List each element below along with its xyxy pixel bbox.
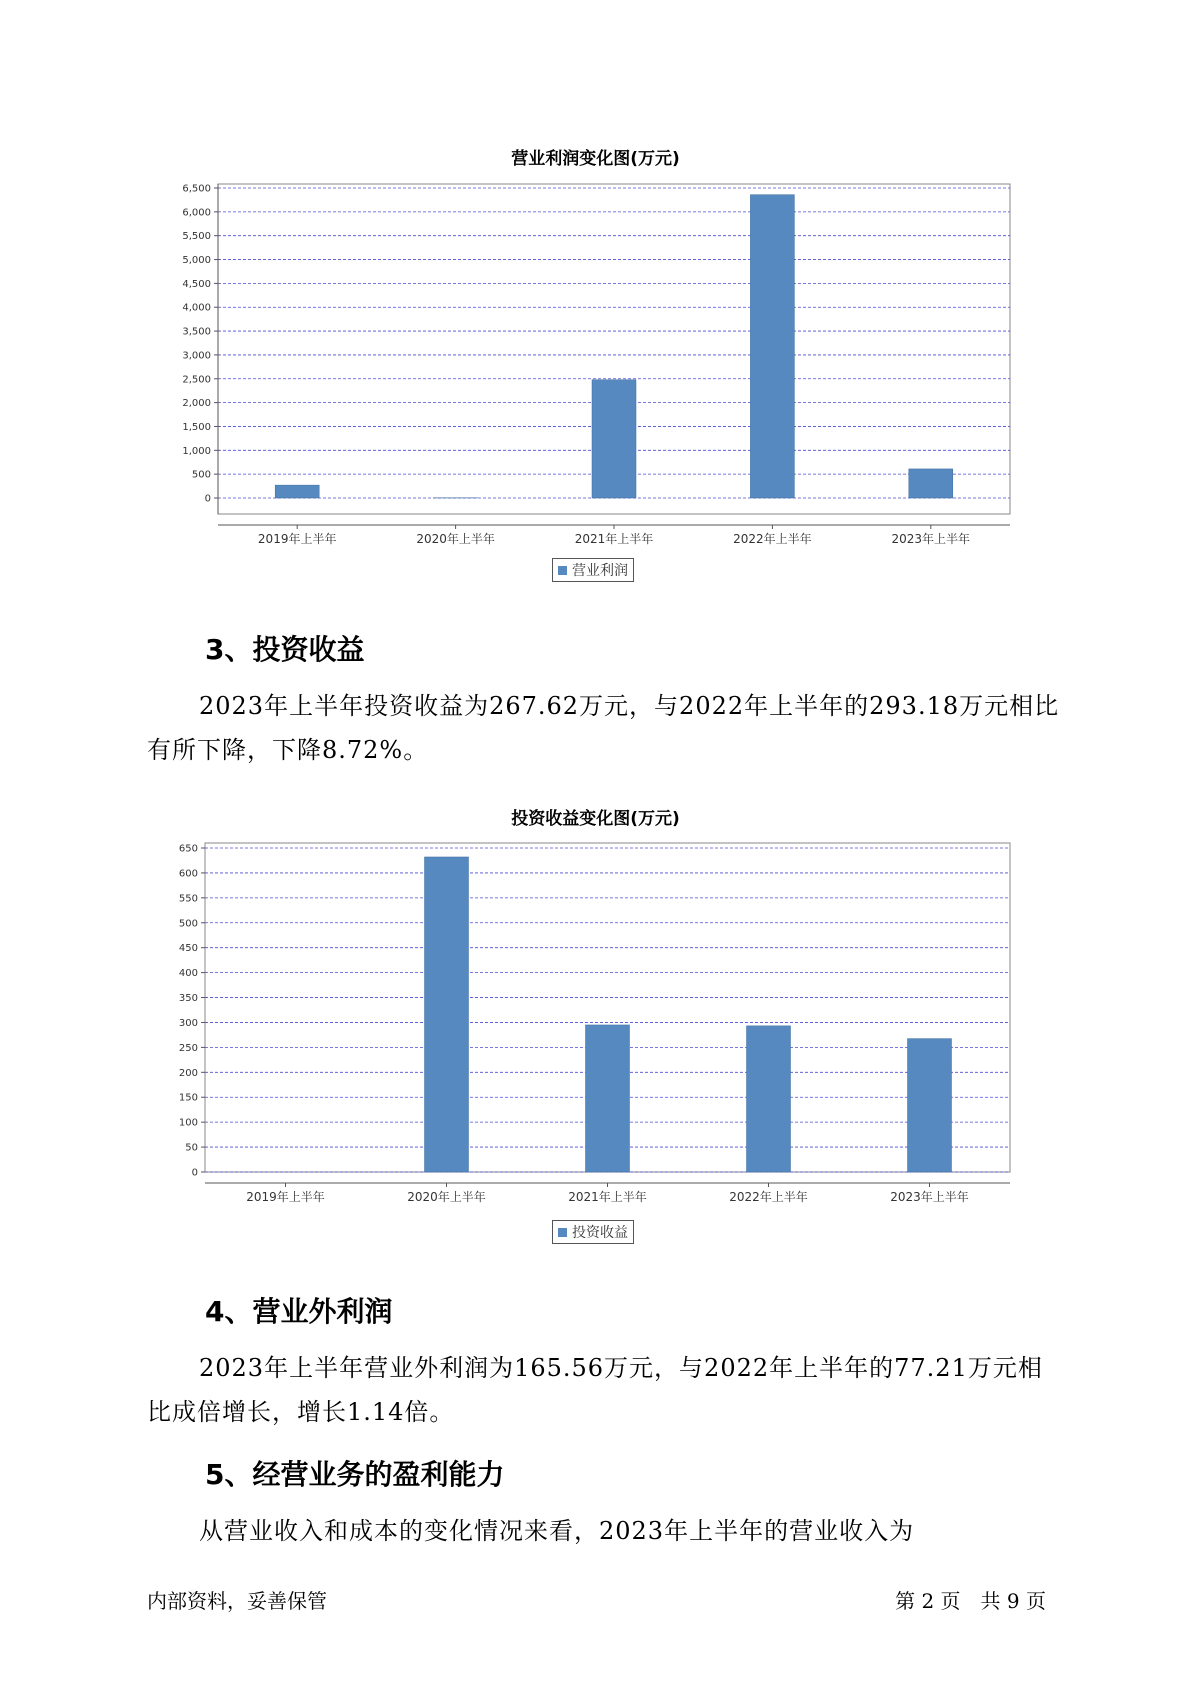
- y-tick-label: 0: [204, 493, 211, 505]
- y-tick-label: 2,500: [182, 374, 211, 386]
- y-tick-label: 650: [178, 843, 198, 855]
- footer-page-number: 第 2 页 共 9 页: [895, 1589, 1046, 1613]
- x-tick-label: 2021年上半年: [574, 532, 654, 546]
- y-tick-label: 550: [178, 893, 198, 905]
- footer-confidential-note: 内部资料，妥善保管: [147, 1589, 327, 1613]
- y-tick-label: 1,000: [182, 445, 211, 457]
- legend-investment-income: [552, 1220, 634, 1244]
- y-tick-label: 200: [178, 1067, 198, 1079]
- x-tick-label: 2022年上半年: [729, 1190, 808, 1204]
- y-tick-label: 2,000: [182, 398, 211, 410]
- y-tick-label: 150: [178, 1092, 198, 1104]
- y-tick-label: 0: [191, 1167, 198, 1179]
- bar: [425, 857, 469, 1172]
- chart-title-operating-profit: 营业利润变化图(万元): [511, 149, 680, 169]
- section-heading-profitability: 5、经营业务的盈利能力: [205, 1458, 505, 1491]
- bar: [586, 1025, 630, 1172]
- y-tick-label: 50: [185, 1142, 198, 1154]
- y-tick-label: 6,000: [182, 207, 211, 219]
- x-tick-label: 2020年上半年: [407, 1190, 486, 1204]
- y-tick-label: 350: [178, 993, 198, 1005]
- legend-swatch: [558, 1228, 567, 1237]
- y-tick-label: 4,000: [182, 302, 211, 314]
- x-tick-label: 2019年上半年: [257, 532, 337, 546]
- x-tick-label: 2019年上半年: [246, 1190, 325, 1204]
- y-tick-label: 3,500: [182, 326, 211, 338]
- y-tick-label: 3,000: [182, 350, 211, 362]
- y-tick-label: 6,500: [182, 183, 211, 195]
- x-tick-label: 2020年上半年: [416, 532, 495, 546]
- legend-label: 投资收益: [572, 1225, 628, 1241]
- y-tick-label: 500: [191, 469, 211, 481]
- y-tick-label: 4,500: [182, 278, 211, 290]
- x-tick-label: 2023年上半年: [890, 1190, 969, 1204]
- paragraph-investment-income: 2023年上半年投资收益为267.62万元，与2022年上半年的293.18万元相比有所下降，下降8.72%。: [147, 692, 1060, 764]
- y-tick-label: 500: [178, 918, 198, 930]
- legend-label: 营业利润: [572, 563, 628, 579]
- paragraph-non-operating-profit: 2023年上半年营业外利润为165.56万元，与2022年上半年的77.21万元相比成倍增长，增长1.14倍。: [147, 1354, 1043, 1426]
- bar: [908, 1039, 952, 1172]
- section-heading-non-operating-profit: 4、营业外利润: [205, 1295, 393, 1328]
- chart-title-investment-income: 投资收益变化图(万元): [511, 809, 680, 829]
- x-tick-label: 2023年上半年: [891, 532, 971, 546]
- y-tick-label: 1,500: [182, 421, 211, 433]
- paragraph-profitability: 从营业收入和成本的变化情况来看，2023年上半年的营业收入为: [199, 1517, 915, 1545]
- y-tick-label: 450: [178, 943, 198, 955]
- section-heading-investment-income: 3、投资收益: [205, 633, 365, 666]
- y-tick-label: 300: [178, 1017, 198, 1029]
- x-tick-label: 2021年上半年: [568, 1190, 647, 1204]
- y-tick-label: 600: [178, 868, 198, 880]
- bar: [747, 1026, 791, 1172]
- y-tick-label: 100: [178, 1117, 198, 1129]
- y-tick-label: 250: [178, 1042, 198, 1054]
- y-tick-label: 5,500: [182, 231, 211, 243]
- y-tick-label: 400: [178, 968, 198, 980]
- y-tick-label: 5,000: [182, 255, 211, 267]
- x-tick-label: 2022年上半年: [733, 532, 812, 546]
